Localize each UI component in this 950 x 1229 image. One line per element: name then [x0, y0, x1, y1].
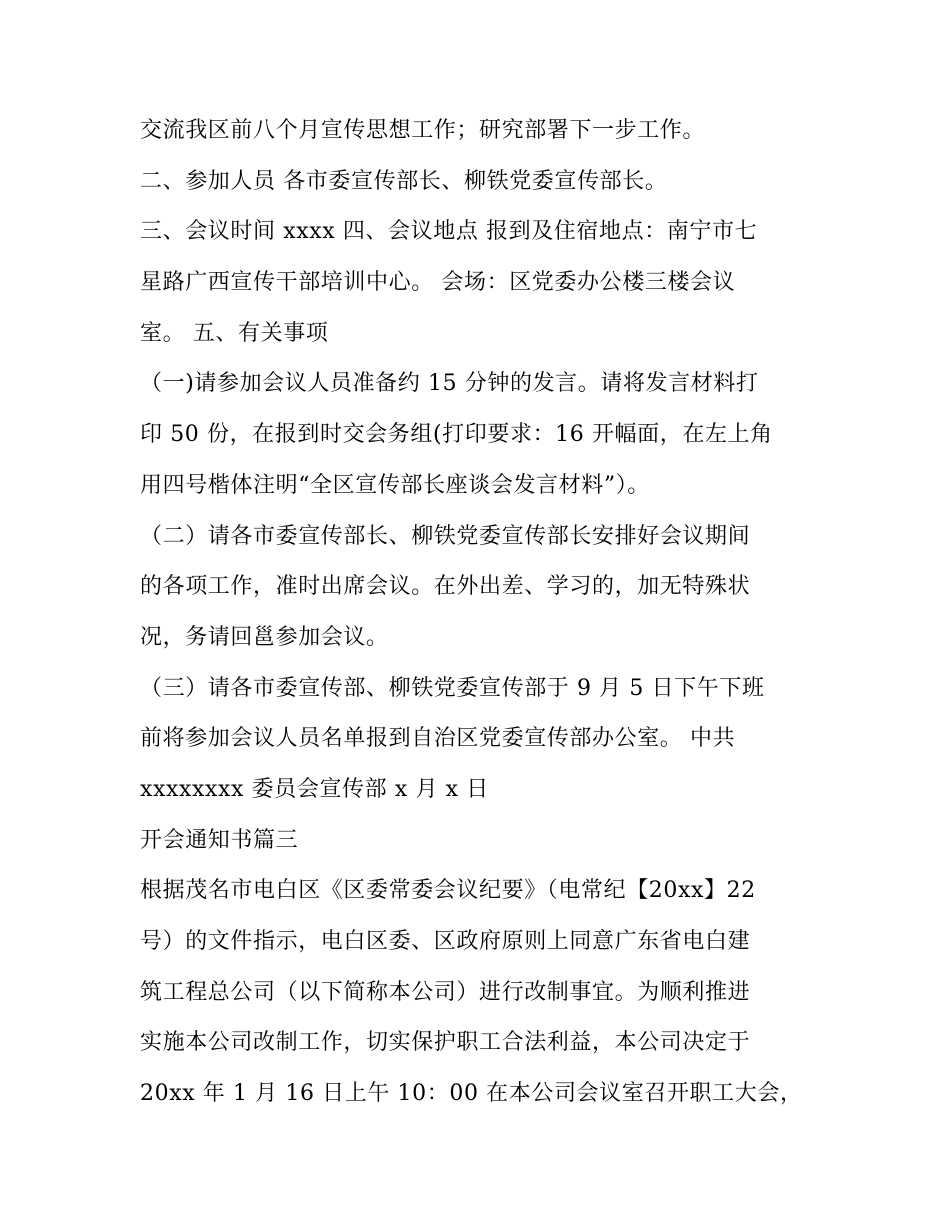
section-heading: 开会通知书篇三: [140, 827, 299, 853]
text-line: 实施本公司改制工作，切实保护职工合法利益，本公司决定于: [140, 1030, 751, 1056]
text-line: 交流我区前八个月宣传思想工作；研究部署下一步工作。: [140, 118, 706, 143]
text-line: 用四号楷体注明“全区宣传部长座谈会发言材料”）。: [140, 472, 650, 498]
text-line: xxxxxxxx 委员会宣传部 x 月 x 日: [140, 776, 489, 802]
text-line: 三、会议时间 xxxx 四、会议地点 报到及住宿地点：南宁市七: [140, 219, 758, 245]
text-line: 二、参加人员 各市委宣传部长、柳铁党委宣传部长。: [140, 168, 668, 194]
text-line: 筑工程总公司（以下简称本公司）进行改制事宜。为顺利推进: [140, 979, 751, 1005]
text-line: 根据茂名市电白区《区委常委会议纪要》（电常纪【20xx】22: [140, 878, 756, 904]
text-line: 号）的文件指示，电白区委、区政府原则上同意广东省电白建: [140, 929, 751, 954]
text-line: 况，务请回邕参加会议。: [140, 624, 389, 650]
text-line: 室。 五、有关事项: [140, 320, 329, 346]
text-line: （二）请各市委宣传部长、柳铁党委宣传部长安排好会议期间: [140, 523, 751, 549]
document-body: [140, 106, 820, 1120]
text-line: 星路广西宣传干部培训中心。 会场：区党委办公楼三楼会议: [140, 270, 736, 296]
text-line: （三）请各市委宣传部、柳铁党委宣传部于 9 月 5 日下午下班: [140, 675, 765, 701]
text-line: 前将参加会议人员名单报到自治区党委宣传部办公室。 中共: [140, 726, 736, 752]
text-line: （一)请参加会议人员准备约 15 分钟的发言。请将发言材料打: [140, 371, 759, 397]
text-line: 印 50 份，在报到时交会务组(打印要求：16 开幅面，在左上角: [140, 422, 773, 448]
text-line: 的各项工作，准时出席会议。在外出差、学习的，加无特殊状: [140, 574, 751, 600]
text-line: 20xx 年 1 月 16 日上午 10：00 在本公司会议室召开职工大会，: [140, 1081, 803, 1107]
